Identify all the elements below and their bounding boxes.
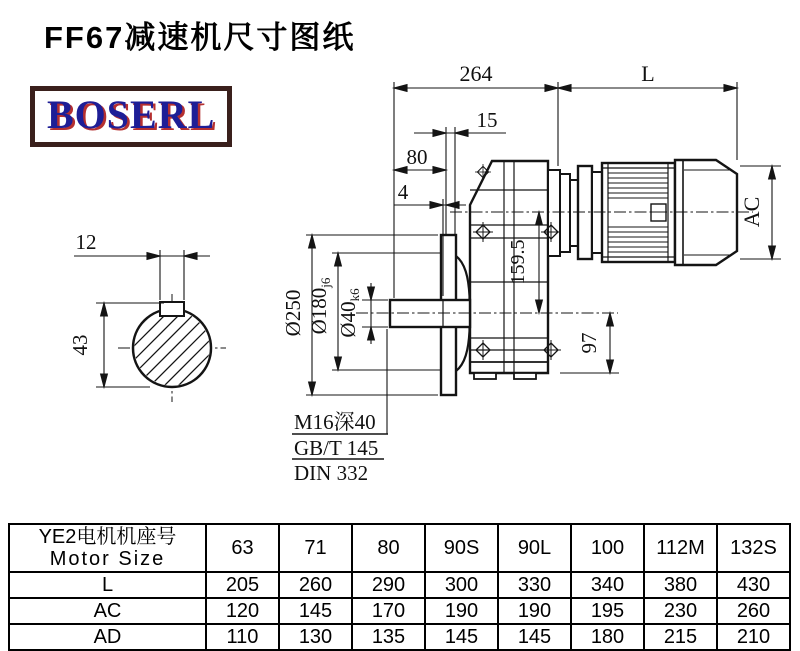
- cell: 205: [206, 572, 279, 598]
- cell: 145: [425, 624, 498, 650]
- row-label: L: [9, 572, 206, 598]
- col-header: 100: [571, 524, 644, 572]
- boserl-logo: [30, 86, 232, 147]
- page-title: FF67减速机尺寸图纸: [44, 20, 356, 55]
- dim-15-label: 15: [476, 108, 498, 132]
- table-row: [9, 572, 790, 598]
- table-row: [9, 624, 790, 650]
- col-header: 80: [352, 524, 425, 572]
- dim-L-label: L: [641, 61, 655, 86]
- tap-note-3: DIN 332: [294, 461, 369, 485]
- col-header: 132S: [717, 524, 790, 572]
- col-header: 90L: [498, 524, 571, 572]
- col-header: 112M: [644, 524, 717, 572]
- tap-hole-callout: [292, 329, 388, 485]
- cell: 215: [644, 624, 717, 650]
- dim-43-label: 43: [68, 334, 92, 356]
- col-header: 71: [279, 524, 352, 572]
- motor-size-header: YE2电机机座号 Motor Size: [9, 524, 206, 572]
- dim-4-label: 4: [397, 180, 409, 204]
- cell: 180: [571, 624, 644, 650]
- tap-note-1: M16深40: [294, 410, 376, 434]
- cell: 260: [717, 598, 790, 624]
- dim-12-label: 12: [75, 230, 97, 254]
- boserl-logo-text: BOSERL: [47, 92, 216, 137]
- cell: 145: [498, 624, 571, 650]
- cell: 190: [425, 598, 498, 624]
- cell: 210: [717, 624, 790, 650]
- cell: 430: [717, 572, 790, 598]
- dim-250-label: Ø250: [281, 289, 305, 337]
- cell: 135: [352, 624, 425, 650]
- row-label: AD: [9, 624, 206, 650]
- cell: 260: [279, 572, 352, 598]
- cell: 330: [498, 572, 571, 598]
- cell: 290: [352, 572, 425, 598]
- dim-180-label: Ø180j6: [307, 277, 333, 335]
- cell: 340: [571, 572, 644, 598]
- col-header: 63: [206, 524, 279, 572]
- dim-97-label: 97: [577, 332, 601, 354]
- shaft-section-view: [66, 290, 274, 400]
- table-header-row: [9, 524, 790, 572]
- dim-80-label: 80: [406, 145, 428, 169]
- dim-264-label: 264: [459, 61, 493, 86]
- cell: 380: [644, 572, 717, 598]
- cell: 300: [425, 572, 498, 598]
- dim-40-label: Ø40k6: [336, 288, 362, 338]
- size-table: [8, 523, 791, 651]
- cell: 130: [279, 624, 352, 650]
- cell: 190: [498, 598, 571, 624]
- cell: 195: [571, 598, 644, 624]
- row-label: AC: [9, 598, 206, 624]
- keyway: [160, 302, 184, 316]
- cell: 145: [279, 598, 352, 624]
- tap-note-2: GB/T 145: [294, 436, 379, 460]
- dim-AC-label: AC: [739, 196, 764, 228]
- cell: 170: [352, 598, 425, 624]
- col-header: 90S: [425, 524, 498, 572]
- cell: 230: [644, 598, 717, 624]
- table-row: [9, 598, 790, 624]
- dim-159-label: 159.5: [507, 239, 529, 285]
- cell: 120: [206, 598, 279, 624]
- cell: 110: [206, 624, 279, 650]
